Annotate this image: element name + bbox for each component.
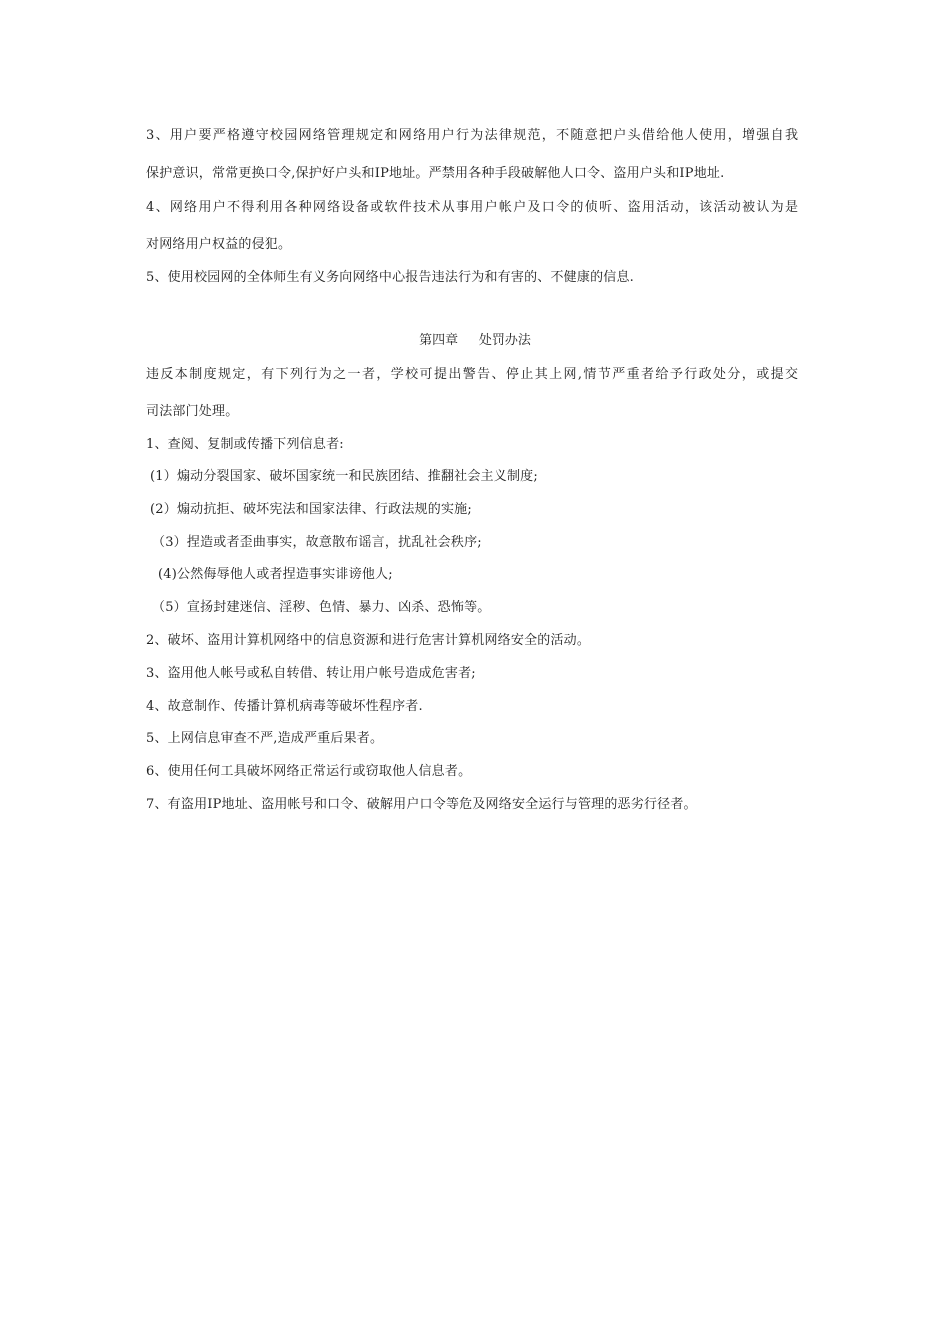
rule-4-line-1: 4、网络用户不得利用各种网络设备或软件技术从事用户帐户及口令的侦听、盗用活动，该活动被认为是: [146, 200, 798, 215]
penalty-intro-line-1: 违反本制度规定，有下列行为之一者，学校可提出警告、停止其上网,情节严重者给予行政处分，或提交: [146, 367, 798, 382]
rule-5: 5、使用校园网的全体师生有义务向网络中心报告违法行为和有害的、不健康的信息.: [146, 270, 635, 285]
rule-3-line-1: 3、用户要严格遵守校园网络管理规定和网络用户行为法律规范，不随意把户头借给他人使用，增强自我: [146, 128, 798, 143]
penalty-item-4: 4、故意制作、传播计算机病毒等破坏性程序者.: [146, 699, 423, 714]
penalty-item-1: 1、查阅、复制或传播下列信息者:: [146, 437, 344, 452]
penalty-item-3: 3、盗用他人帐号或私自转借、转让用户帐号造成危害者;: [146, 666, 476, 681]
penalty-item-2: 2、破坏、盗用计算机网络中的信息资源和进行危害计算机网络安全的活动。: [146, 633, 591, 648]
penalty-sub-item-5: （5）宣扬封建迷信、淫秽、色情、暴力、凶杀、恐怖等。: [152, 600, 491, 615]
penalty-sub-item-2: (2）煽动抗拒、破坏宪法和国家法律、行政法规的实施;: [150, 502, 472, 517]
penalty-sub-item-1: (1）煽动分裂国家、破坏国家统一和民族团结、推翻社会主义制度;: [150, 469, 538, 484]
penalty-item-7: 7、有盗用IP地址、盗用帐号和口令、破解用户口令等危及网络安全运行与管理的恶劣行径者。: [146, 797, 697, 812]
penalty-sub-item-3: （3）捏造或者歪曲事实，故意散布谣言，扰乱社会秩序;: [152, 535, 482, 550]
penalty-item-5: 5、上网信息审查不严,造成严重后果者。: [146, 731, 384, 746]
chapter-heading: 第四章 处罚办法: [419, 333, 531, 348]
penalty-item-6: 6、使用任何工具破坏网络正常运行或窃取他人信息者。: [146, 764, 472, 779]
penalty-sub-item-4: (4)公然侮辱他人或者捏造事实诽谤他人;: [158, 567, 393, 582]
rule-3-line-2: 保护意识，常常更换口令,保护好户头和IP地址。严禁用各种手段破解他人口令、盗用户头和IP地址.: [146, 166, 725, 181]
penalty-intro-line-2: 司法部门处理。: [146, 404, 239, 419]
rule-4-line-2: 对网络用户权益的侵犯。: [146, 237, 292, 252]
